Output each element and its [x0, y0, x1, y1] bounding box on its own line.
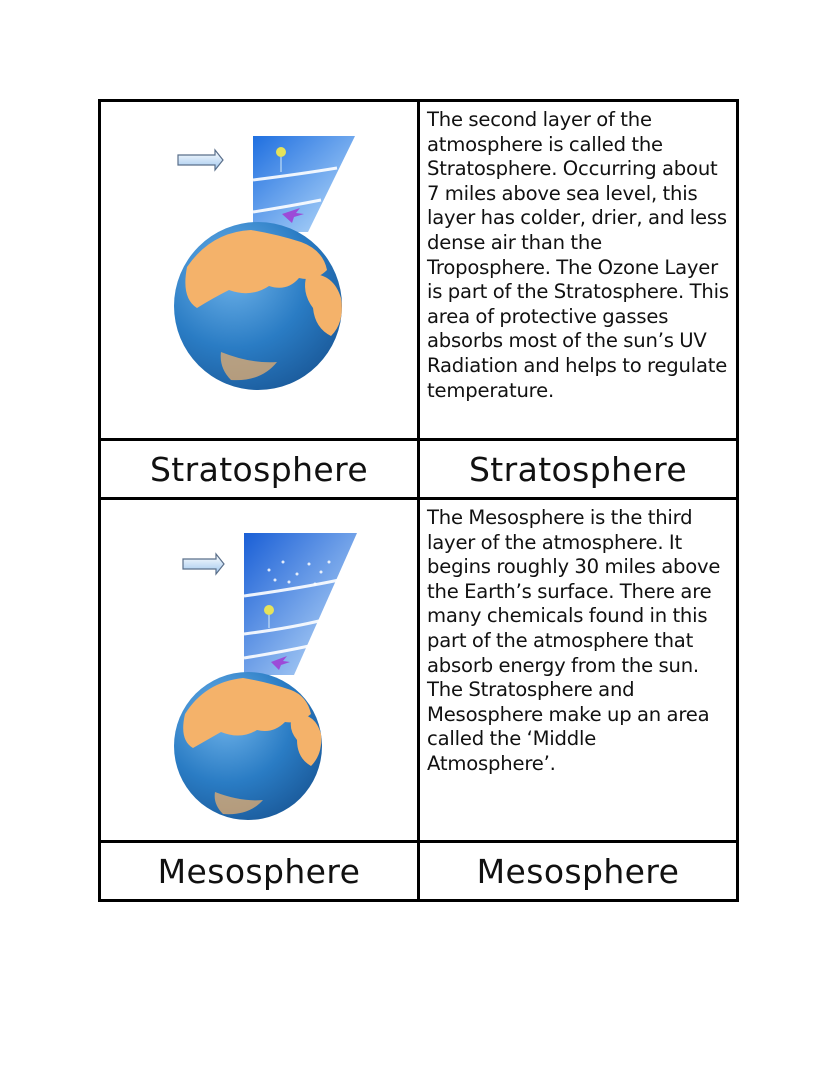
- mesosphere-picture-label: Mesosphere: [157, 851, 361, 891]
- stratosphere-picture-cell: [101, 102, 417, 438]
- stratosphere-label-cell: [420, 441, 736, 497]
- stratosphere-description: The second layer of the atmosphere is called the Stratosphere. Occurring about 7 miles above sea level, this layer has colder, drier, and less dense air than the Troposphere. The Ozone Layer is part of the Stratosphere. This area of protective gasses absorbs most of the sun’s UV Radiation and helps to regulate temperature.: [427, 108, 729, 402]
- mesosphere-description: The Mesosphere is the third layer of the atmosphere. It begins roughly 30 miles above the Earth’s surface. There are many chemicals found in this part of the atmosphere that absorb energy from the sun. The Stratosphere and Mesosphere make up an area called the ‘Middle Atmosphere’.: [427, 506, 721, 775]
- atmosphere-wedge: [244, 533, 357, 675]
- stratosphere-label: Stratosphere: [468, 449, 688, 489]
- stratosphere-description-cell: [420, 102, 736, 438]
- mesosphere-description-cell: [420, 500, 736, 840]
- three-part-card-sheet: [98, 99, 739, 902]
- stratosphere-picture-label-cell: [101, 441, 417, 497]
- mesosphere-picture-cell: [101, 500, 417, 840]
- layer-arrow-icon: [183, 554, 224, 574]
- mesosphere-illustration: [101, 500, 417, 840]
- stratosphere-picture-label: Stratosphere: [149, 449, 369, 489]
- earth-globe: [174, 222, 342, 390]
- earth-globe: [174, 672, 322, 820]
- column-divider: [417, 102, 420, 899]
- stratosphere-illustration: [101, 102, 417, 438]
- mesosphere-label: Mesosphere: [476, 851, 680, 891]
- mesosphere-label-cell: [420, 843, 736, 899]
- atmosphere-wedge: [253, 136, 355, 232]
- layer-arrow-icon: [178, 150, 223, 170]
- mesosphere-picture-label-cell: [101, 843, 417, 899]
